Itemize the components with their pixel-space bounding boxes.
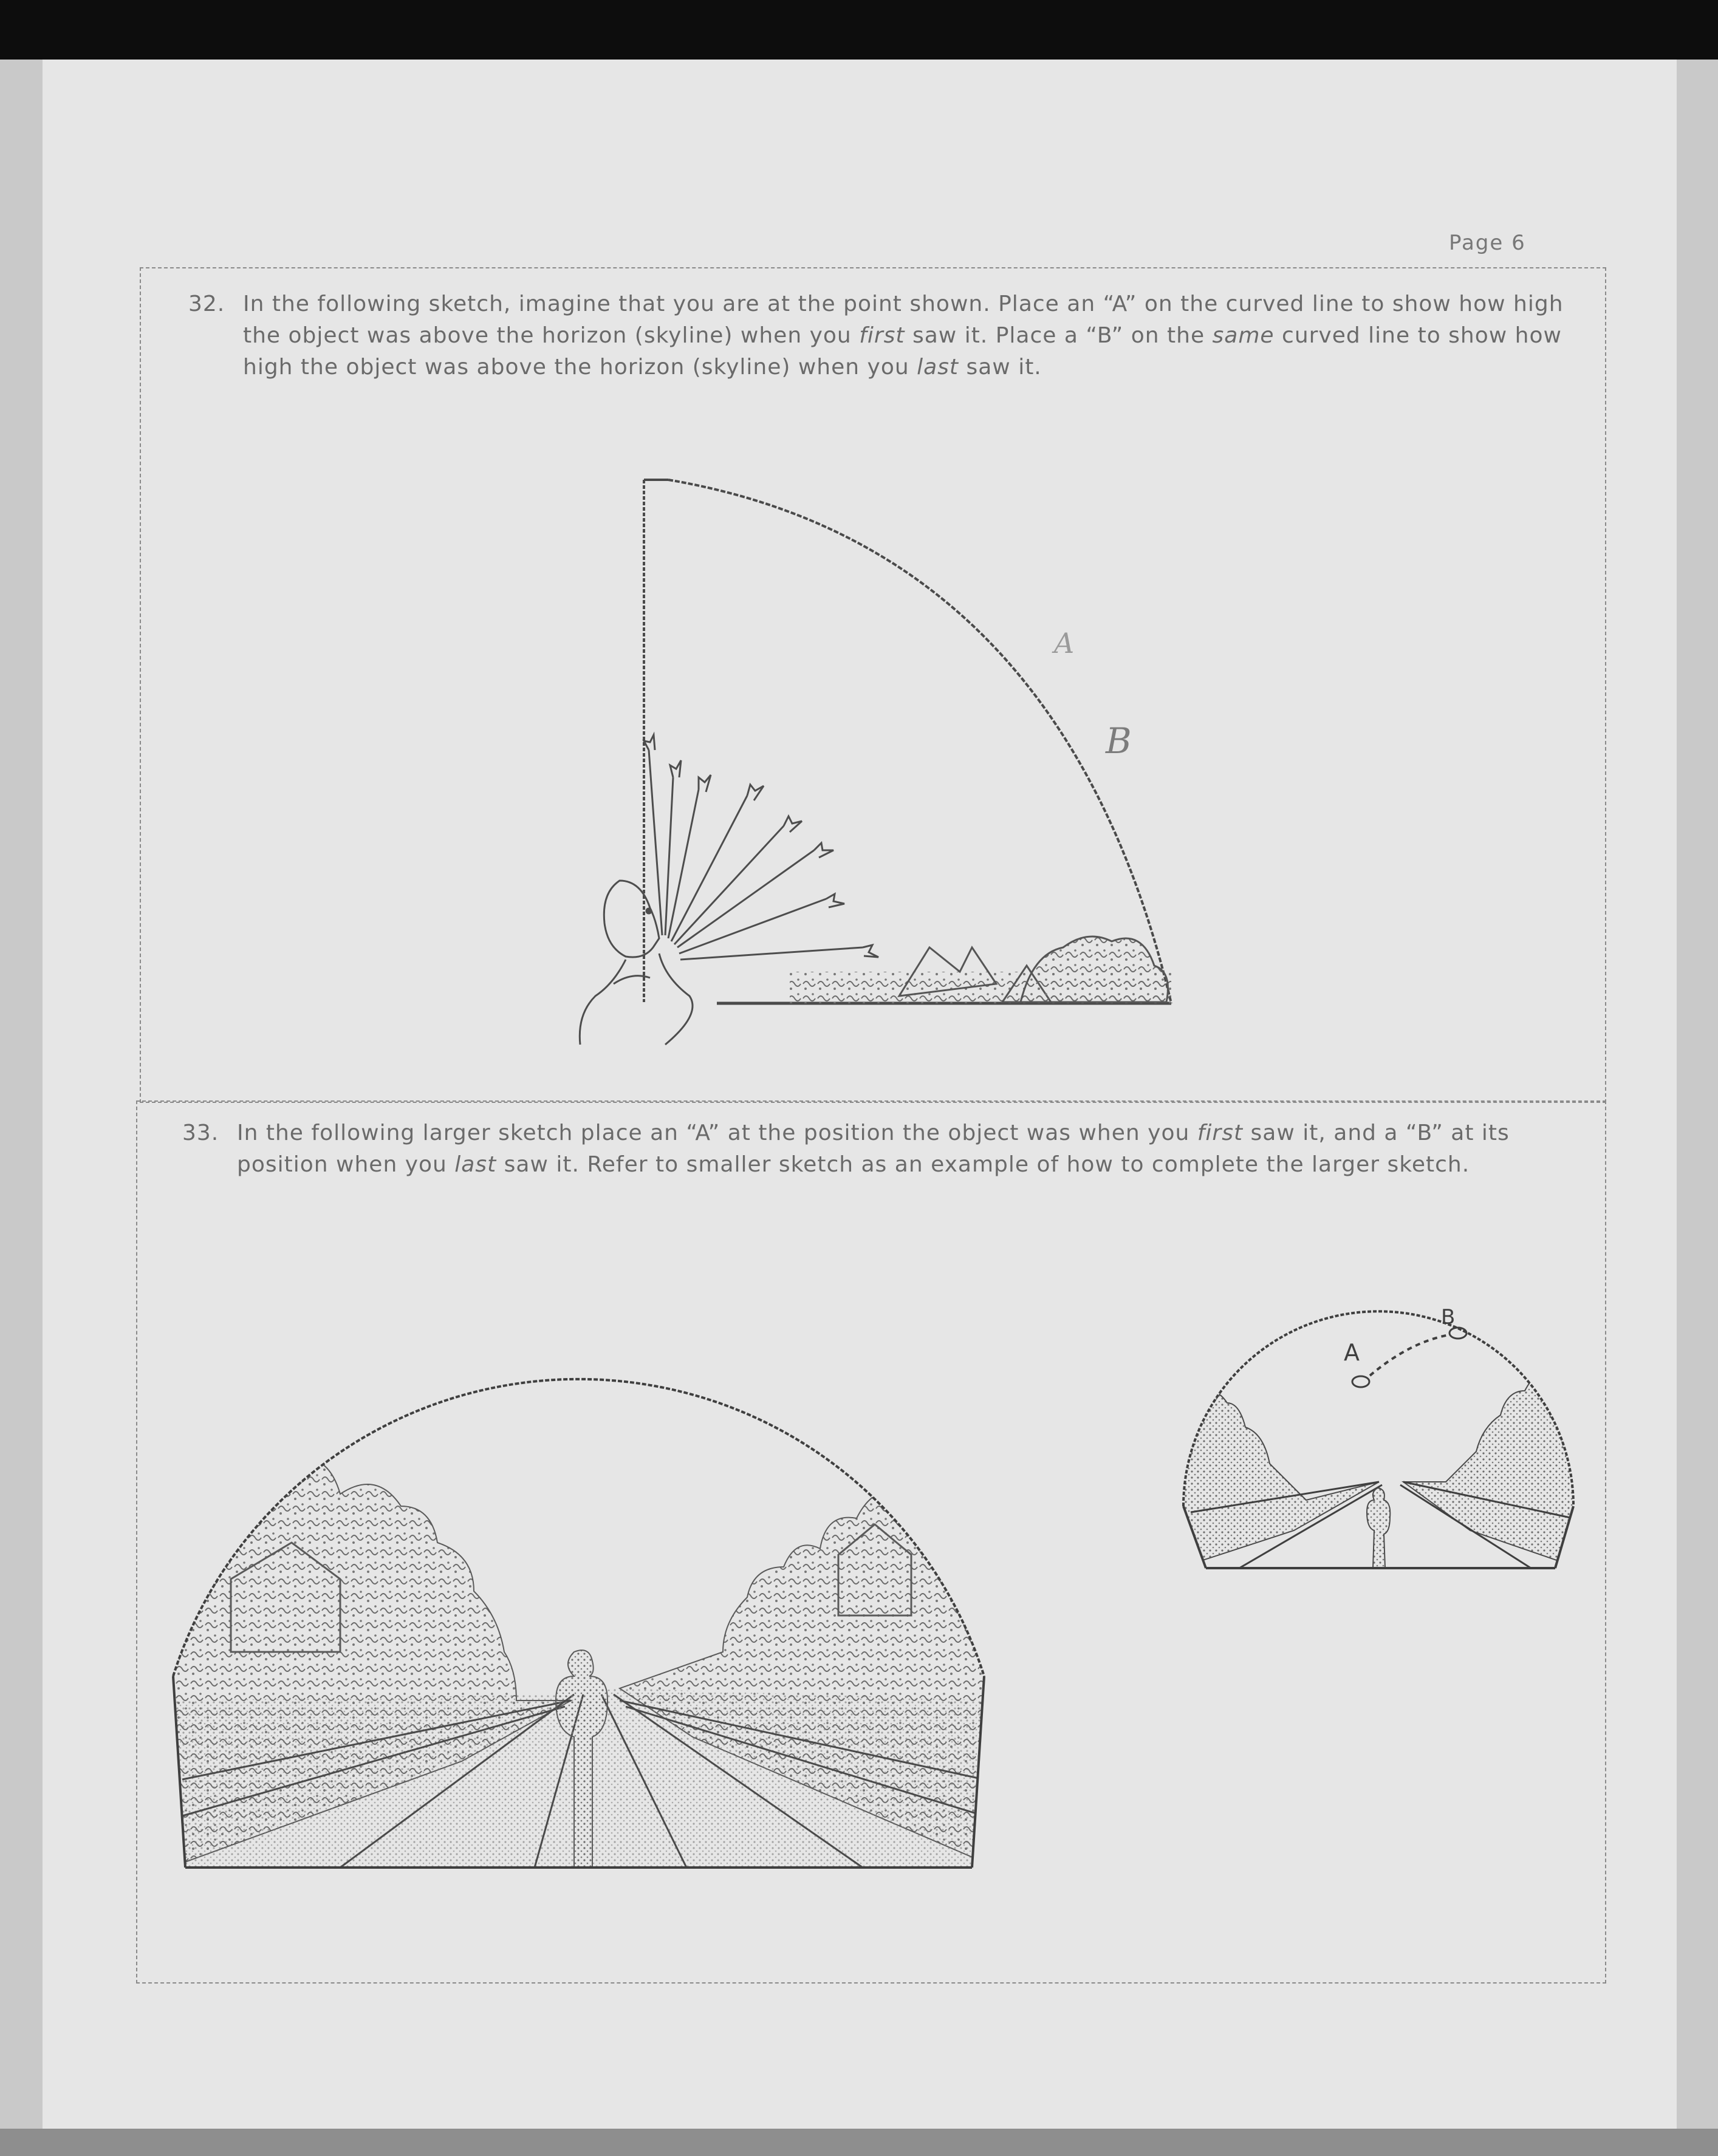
handwritten-mark-a: A — [1054, 627, 1075, 660]
q32-emphasis-same: same — [1212, 323, 1275, 348]
page-number: Page 6 — [1449, 231, 1526, 255]
q32-text-part: In the following sketch, imagine that you are at the point shown. Place an “A” on the curved line to show how high the object was above the horizon (skyline) when you — [243, 292, 1564, 348]
question-32-number: 32. — [188, 292, 225, 316]
large-sky-dome-sketch[interactable] — [170, 1379, 996, 1868]
q33-text-part: In the following larger sketch place an “A” at the position the object was when you — [237, 1121, 1197, 1145]
example-position-a-marker — [1352, 1376, 1369, 1387]
q33-text-part: saw it. Refer to smaller sketch as an example of how to complete the larger sketch. — [496, 1152, 1470, 1177]
q33-emphasis-last: last — [454, 1152, 497, 1177]
example-sky-dome-sketch — [1179, 1305, 1579, 1568]
scan-border-bottom — [0, 2129, 1718, 2156]
q33-emphasis-first: first — [1197, 1121, 1244, 1145]
tree-cluster — [1021, 936, 1168, 1002]
example-label-b: B — [1441, 1305, 1456, 1329]
sky-quadrant-diagram — [580, 480, 1171, 1045]
q33-text-part: saw it, and a “B” at its position when you — [237, 1121, 1510, 1177]
standing-figure-small — [1367, 1488, 1390, 1568]
handwritten-mark-b: B — [1106, 720, 1132, 762]
q32-text-part: curved line to show how high the object was above the horizon (skyline) when you — [243, 323, 1562, 380]
example-label-a: A — [1344, 1339, 1360, 1366]
q32-text-part: saw it. Place a “B” on the — [905, 323, 1213, 348]
q32-text-part: saw it. — [959, 355, 1042, 380]
example-left-trees — [1179, 1386, 1379, 1568]
example-right-trees — [1403, 1365, 1579, 1569]
example-path-dashed — [1370, 1335, 1449, 1376]
q32-emphasis-first: first — [859, 323, 905, 348]
question-33-number: 33. — [182, 1121, 219, 1145]
pointing-arms — [644, 735, 878, 960]
q32-emphasis-last: last — [917, 355, 959, 380]
sky-arc-curve[interactable] — [668, 480, 1171, 1003]
